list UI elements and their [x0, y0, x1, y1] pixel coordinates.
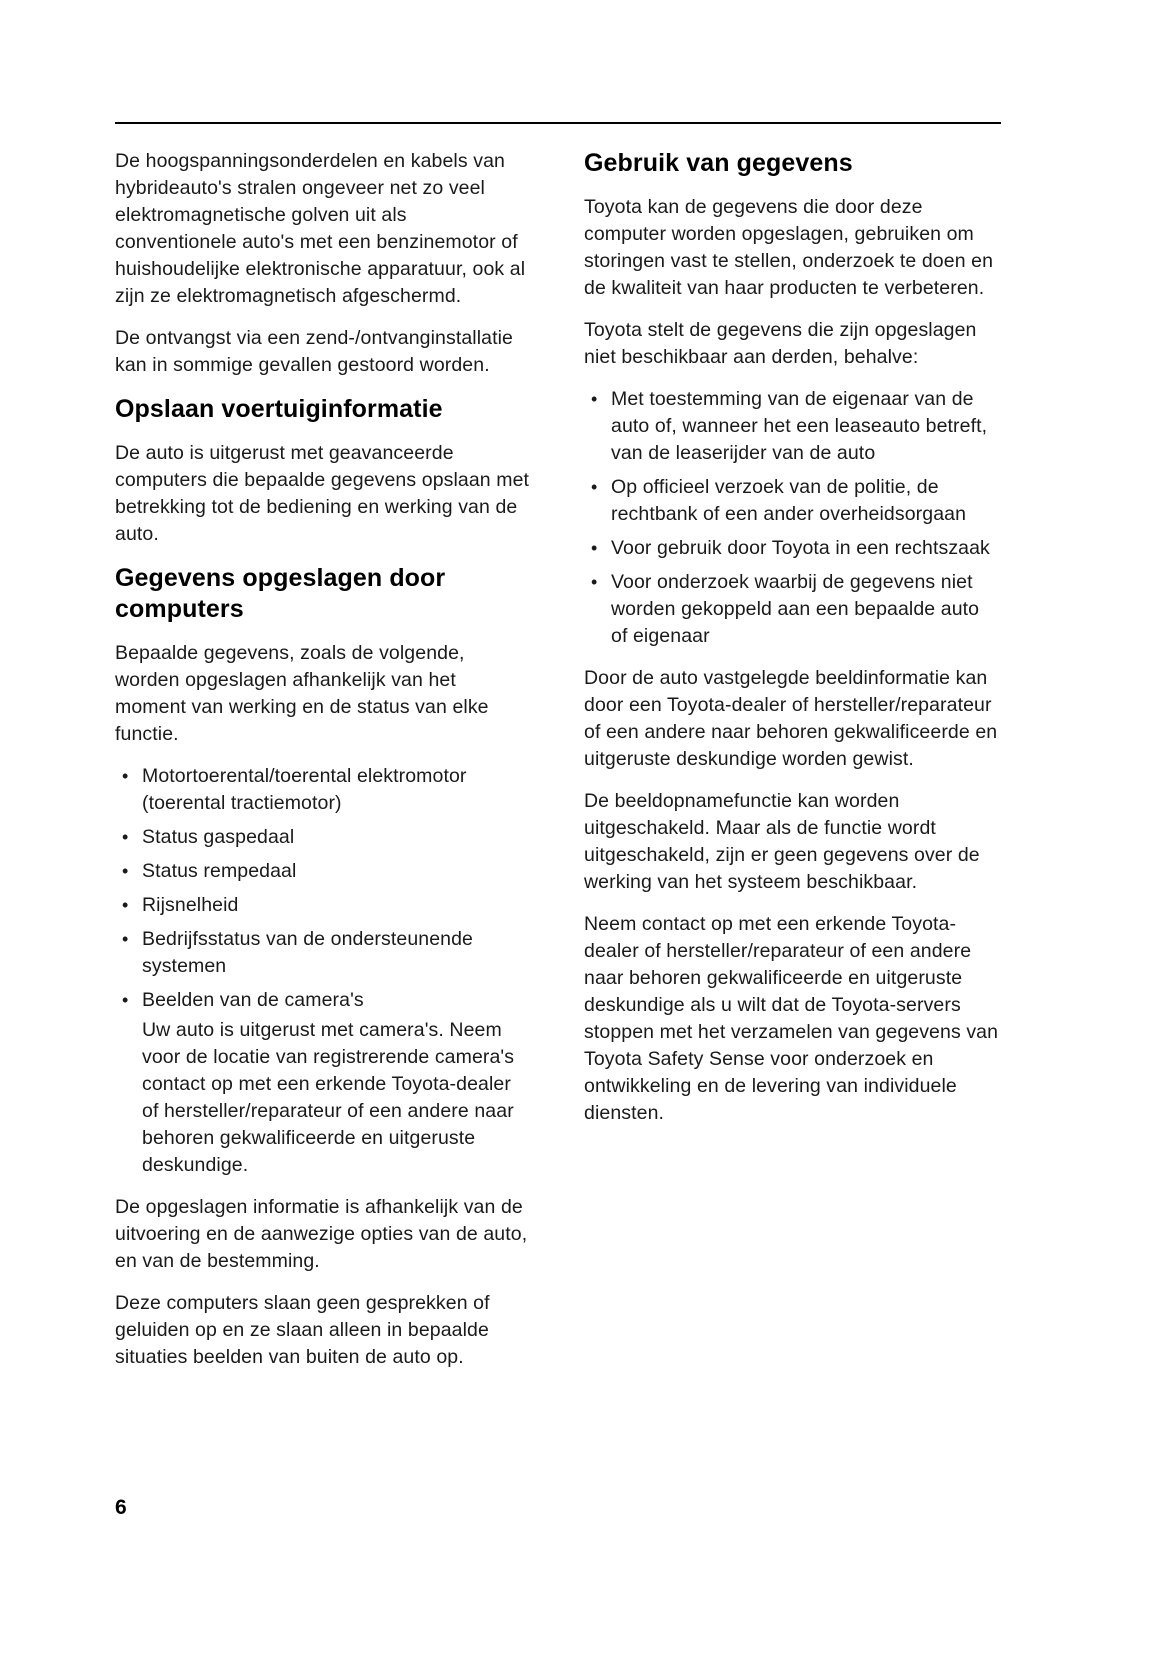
heading-gegevens-opgeslagen: Gegevens opgeslagen door computers	[115, 564, 446, 623]
list-item: • Op officieel verzoek van de politie, de rechtbank of een ander overheidsorgaan	[584, 474, 1001, 528]
stored-data-list	[115, 763, 532, 1179]
list-item: • Rijsnelheid	[115, 892, 532, 919]
two-column-layout	[115, 148, 1001, 1386]
third-party-exceptions-list	[584, 386, 1001, 650]
left-column	[115, 148, 532, 1386]
manual-page	[115, 122, 1001, 1386]
list-item-label: Beelden van de camera's	[142, 989, 364, 1011]
paragraph-opslaan: De auto is uitgerust met geavanceerde computers die bepaalde gegevens opslaan met betrekking tot de bediening en werking van de auto.	[115, 442, 530, 545]
paragraph-beeldopname: De beeldopnamefunctie kan worden uitgeschakeld. Maar als de functie wordt uitgeschakeld, zijn er geen gegevens over de werking van het systeem beschikbaar.	[584, 790, 980, 893]
paragraph-gegevens-intro: Bepaalde gegevens, zoals de volgende, worden opgeslagen afhankelijk van het moment van werking en de status van elke functie.	[115, 642, 489, 745]
paragraph-toyota-kan: Toyota kan de gegevens die door deze computer worden opgeslagen, gebruiken om storingen vast te stellen, onderzoek te doen en de kwaliteit van haar producten te verbeteren.	[584, 196, 994, 299]
paragraph-contact: Neem contact op met een erkende Toyota-dealer of hersteller/reparateur of een andere naar behoren gekwalificeerde en uitgeruste deskundige als u wilt dat de Toyota-servers stoppen met het verzamelen van gegevens van Toyota Safety Sense voor onderzoek en ontwikkeling en de levering van individuele diensten.	[584, 913, 999, 1124]
list-item: • Motortoerental/toerental elektromotor (toerental tractiemotor)	[115, 763, 532, 817]
list-item: • Voor onderzoek waarbij de gegevens niet worden gekoppeld aan een bepaalde auto of eigenaar	[584, 569, 1001, 650]
list-item: • Status rempedaal	[115, 858, 532, 885]
list-item: • Met toestemming van de eigenaar van de auto of, wanneer het een leaseauto betreft, van de leaserijder van de auto	[584, 386, 1001, 467]
paragraph-computers: Deze computers slaan geen gesprekken of geluiden op en ze slaan alleen in bepaalde situaties beelden van buiten de auto op.	[115, 1292, 490, 1368]
top-divider	[115, 122, 1001, 124]
right-column	[584, 148, 1001, 1386]
heading-gebruik-van-gegevens: Gebruik van gegevens	[584, 149, 853, 177]
page-number: 6	[115, 1496, 127, 1519]
list-item: • Voor gebruik door Toyota in een rechtszaak	[584, 535, 1001, 562]
paragraph-toyota-stelt: Toyota stelt de gegevens die zijn opgeslagen niet beschikbaar aan derden, behalve:	[584, 319, 977, 368]
list-item	[115, 987, 532, 1179]
list-item: • Status gaspedaal	[115, 824, 532, 851]
paragraph-beeldinformatie: Door de auto vastgelegde beeldinformatie kan door een Toyota-dealer of hersteller/reparateur of een andere naar behoren gekwalificeerde en uitgeruste deskundige worden gewist.	[584, 667, 998, 770]
paragraph-opgeslagen-informatie: De opgeslagen informatie is afhankelijk van de uitvoering en de aanwezige opties van de auto, en van de bestemming.	[115, 1196, 528, 1272]
paragraph-reception: De ontvangst via een zend-/ontvanginstallatie kan in sommige gevallen gestoord worden.	[115, 327, 514, 376]
camera-sub-paragraph: Uw auto is uitgerust met camera's. Neem voor de locatie van registrerende camera's contact op met een erkende Toyota-dealer of hersteller/reparateur of een andere naar behoren gekwalificeerde en uitgeruste deskundige.	[142, 1019, 515, 1176]
heading-opslaan-voertuiginformatie: Opslaan voertuiginformatie	[115, 395, 443, 423]
list-item: • Bedrijfsstatus van de ondersteunende systemen	[115, 926, 532, 980]
paragraph-emc: De hoogspanningsonderdelen en kabels van hybrideauto's stralen ongeveer net zo veel elektromagnetische golven uit als conventionele auto's met een benzinemotor of huishoudelijke elektronische apparatuur, ook al zijn ze elektromagnetisch afgeschermd.	[115, 150, 526, 307]
